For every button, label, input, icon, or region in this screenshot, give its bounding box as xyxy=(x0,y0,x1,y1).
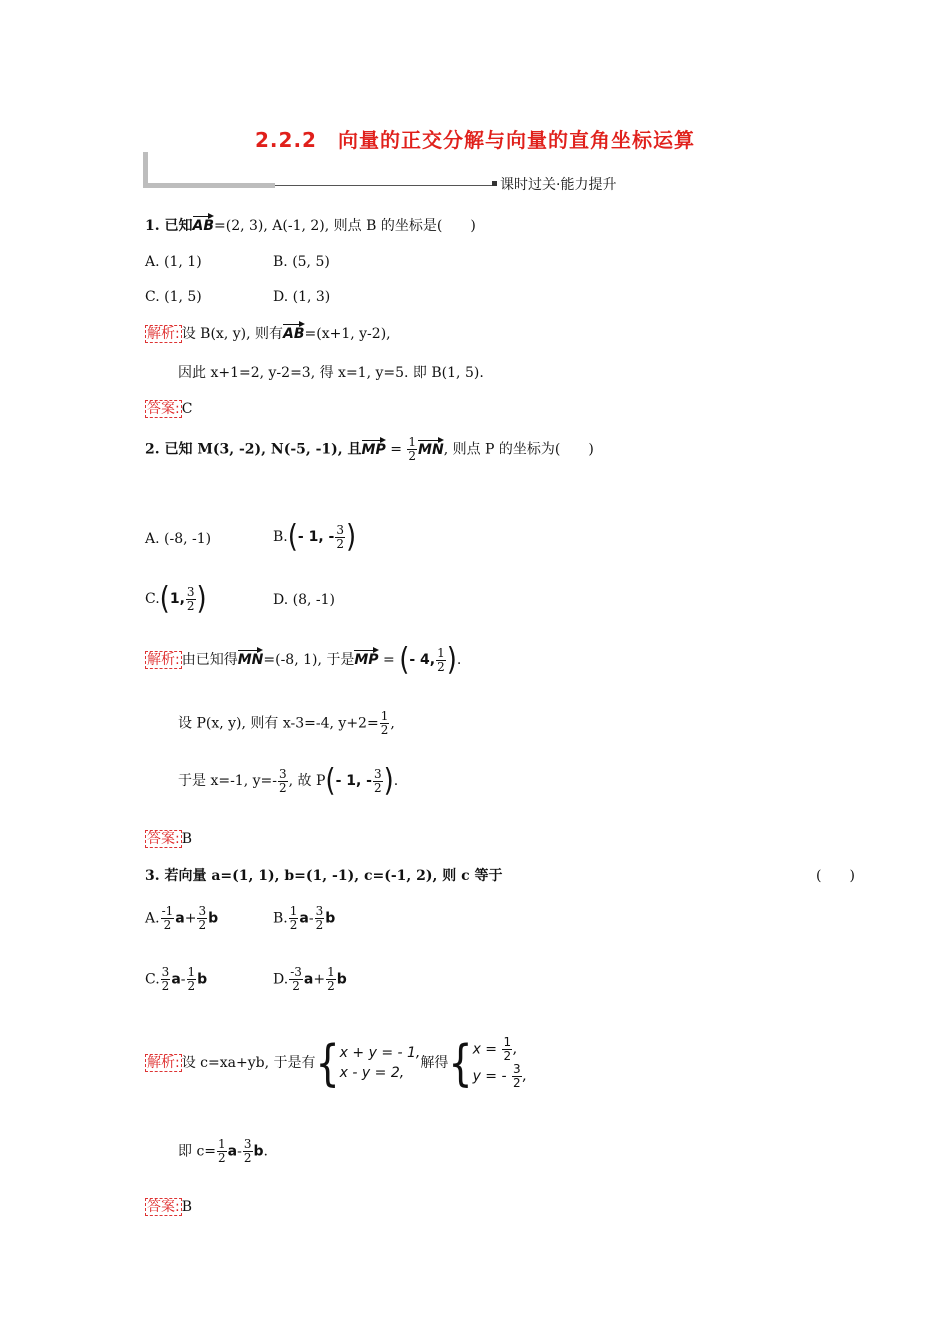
right-paren: ) xyxy=(446,642,457,678)
q1-option-c: C. (1, 5) xyxy=(145,289,202,305)
q2-an-vector-mp: MP xyxy=(354,647,378,668)
q3-an1-text: 设 c=xa+yb, 于是有 xyxy=(181,1055,316,1071)
q2-an2-text: 设 P(x, y), 则有 x-3=-4, y+2= xyxy=(178,715,379,732)
q2-option-d: D. (8, -1) xyxy=(273,592,335,608)
option-c-content: 1, xyxy=(169,591,185,607)
q2-an1-fraction xyxy=(436,647,446,674)
solution-x: x = xyxy=(472,1041,502,1058)
option-letter: C. xyxy=(145,971,160,988)
q3-solve-text: 解得 xyxy=(420,1055,449,1071)
q1-option-d: D. (1, 3) xyxy=(273,289,331,305)
left-paren: ( xyxy=(159,581,170,617)
q1-prefix: 1. 已知 xyxy=(145,218,193,234)
option-letter: C. xyxy=(145,591,160,607)
q2-an3-text: 于是 x=-1, y=- xyxy=(178,773,277,789)
fraction-denominator: 2 xyxy=(336,536,344,551)
header-bar-horizontal xyxy=(143,183,275,188)
section-label: 课时过关·能力提升 xyxy=(500,177,617,193)
q2-option-c xyxy=(145,581,207,617)
q2-an1-content: - 4, xyxy=(409,652,436,668)
fraction-numerator: 3 xyxy=(278,766,287,781)
q3-an2-text: 即 c= xyxy=(178,1143,217,1160)
q1-rest: =(2, 3), A(-1, 2), 则点 B 的坐标是( ) xyxy=(214,218,476,234)
q3-option-b: B. $\frac{1}{2}$ a- $\frac{3}{2}$ b xyxy=(273,904,336,932)
right-paren: ) xyxy=(383,763,394,799)
option-letter: B. xyxy=(273,910,288,927)
q2-an2-fraction xyxy=(380,710,390,737)
system-eq-2: x - y = 2, xyxy=(339,1065,405,1081)
option-b-fraction xyxy=(335,524,345,551)
q1-an-vector-ab: AB xyxy=(283,321,305,342)
option-letter: A. xyxy=(145,910,160,927)
left-brace: { xyxy=(315,1034,340,1092)
q1-an1-text: 设 B(x, y), 则有 xyxy=(181,326,283,342)
header-rule xyxy=(275,185,492,186)
q3-stem xyxy=(145,865,503,885)
left-paren: ( xyxy=(325,763,336,799)
q3-analysis-line1 xyxy=(145,1036,527,1090)
option-c-fraction xyxy=(186,586,196,613)
solution-y: y = - xyxy=(472,1068,511,1085)
q1-analysis-line1 xyxy=(145,321,391,343)
fraction-denominator: 2 xyxy=(374,780,382,795)
analysis-label: 解析: xyxy=(147,326,180,342)
left-paren: ( xyxy=(287,519,298,555)
q2-option-a: A. (-8, -1) xyxy=(145,531,212,547)
q2-an3-fraction-2 xyxy=(373,768,383,795)
q2-stem xyxy=(145,436,594,463)
bullet-square-icon xyxy=(492,181,497,186)
page-title: 2.2.2 向量的正交分解与向量的直角坐标运算 xyxy=(255,128,695,152)
q1-vector-ab: AB xyxy=(193,213,215,234)
fraction-numerator: 3 xyxy=(186,584,195,599)
q3-paren: ( ) xyxy=(816,868,855,884)
q2-half-fraction xyxy=(407,436,417,463)
option-letter: B. xyxy=(273,529,288,545)
left-paren: ( xyxy=(399,642,410,678)
q1-an1-text-b: =(x+1, y-2), xyxy=(304,326,391,342)
answer-label: 答案: xyxy=(147,831,180,847)
q2-an3-fraction xyxy=(278,768,288,795)
q1-analysis-line2: 因此 x+1=2, y-2=3, 得 x=1, y=5. 即 B(1, 5). xyxy=(178,365,484,381)
q3-option-c: C. $\frac{3}{2}$ a- $\frac{1}{2}$ b xyxy=(145,965,208,993)
right-paren: ) xyxy=(345,519,357,555)
right-paren: ) xyxy=(196,581,207,617)
q3-analysis-line2: 即 c= $\frac{1}{2}$ a- $\frac{3}{2}$ b. xyxy=(178,1137,268,1165)
q1-answer-value: C xyxy=(181,401,193,417)
q2-an-vector-mn: MN xyxy=(238,647,264,668)
q2-an3-text-b: , 故 P xyxy=(288,773,326,789)
q2-answer xyxy=(145,828,192,848)
q2-an1-text-b: =(-8, 1), 于是 xyxy=(263,652,355,668)
q2-an1-text: 由已知得 xyxy=(181,652,238,668)
answer-label: 答案: xyxy=(147,1199,180,1215)
q2-an3-content: - 1, - xyxy=(335,773,372,789)
q2-answer-value: B xyxy=(181,831,193,847)
answer-label: 答案: xyxy=(147,401,180,417)
option-letter: D. xyxy=(273,971,289,988)
q3-solution: x = $\frac{1}{2}$ , y = - $\frac{3}{2}$ , xyxy=(472,1035,528,1090)
fraction-numerator: 3 xyxy=(336,522,344,537)
option-b-content: - 1, - xyxy=(297,529,335,545)
fraction-denominator: 2 xyxy=(380,723,389,737)
q2-prefix: 2. 已知 M(3, -2), N(-5, -1), 且 xyxy=(145,441,362,458)
fraction-numerator: 1 xyxy=(408,435,417,449)
q1-option-a: A. (1, 1) xyxy=(145,254,202,270)
system-eq-1: x + y = - 1, xyxy=(339,1045,421,1061)
fraction-numerator: 1 xyxy=(437,645,445,660)
q3-prefix: 3. 若向量 a=(1, 1), b=(1, -1), c=(-1, 2), 则 c 等于 xyxy=(145,868,503,884)
q1-stem xyxy=(145,213,476,235)
q2-analysis-line3: 于是 x=-1, y=- $\frac{3}{2}$ , 故 P(- 1, - $\frac{3}{2}$ ). xyxy=(178,763,399,799)
q2-rest: , 则点 P 的坐标为( ) xyxy=(443,441,594,458)
fraction-denominator: 2 xyxy=(408,449,417,463)
q3-answer xyxy=(145,1196,192,1216)
fraction-denominator: 2 xyxy=(186,598,195,613)
q2-analysis-line2: 设 P(x, y), 则有 x-3=-4, y+2= $\frac{1}{2}$ , xyxy=(178,709,395,737)
left-brace: { xyxy=(448,1034,473,1092)
q2-analysis-line1: 解析: 由已知得MN=(-8, 1), 于是MP = (- 4, $\frac{1}{2}$ ). xyxy=(147,642,462,678)
q2-option-b xyxy=(273,519,357,555)
fraction-numerator: 1 xyxy=(380,709,389,723)
q3-option-a: A. $\frac{-1}{2}$ a+ $\frac{3}{2}$ b xyxy=(145,904,219,932)
analysis-label: 解析: xyxy=(147,652,180,668)
q2-eq: = xyxy=(385,441,407,458)
q3-option-d: D. $\frac{-3}{2}$ a+ $\frac{1}{2}$ b xyxy=(273,965,347,993)
fraction-numerator: 3 xyxy=(374,766,382,781)
q2-vector-mn: MN xyxy=(418,437,444,458)
q3-system xyxy=(340,1043,421,1083)
q1-answer xyxy=(145,398,192,418)
analysis-label: 解析: xyxy=(147,1055,180,1071)
q3-answer-value: B xyxy=(181,1199,193,1215)
q2-an1-eq: = xyxy=(378,652,400,668)
fraction-denominator: 2 xyxy=(437,659,445,674)
q1-option-b: B. (5, 5) xyxy=(273,254,330,270)
fraction-denominator: 2 xyxy=(278,780,287,795)
q2-vector-mp: MP xyxy=(362,437,386,458)
